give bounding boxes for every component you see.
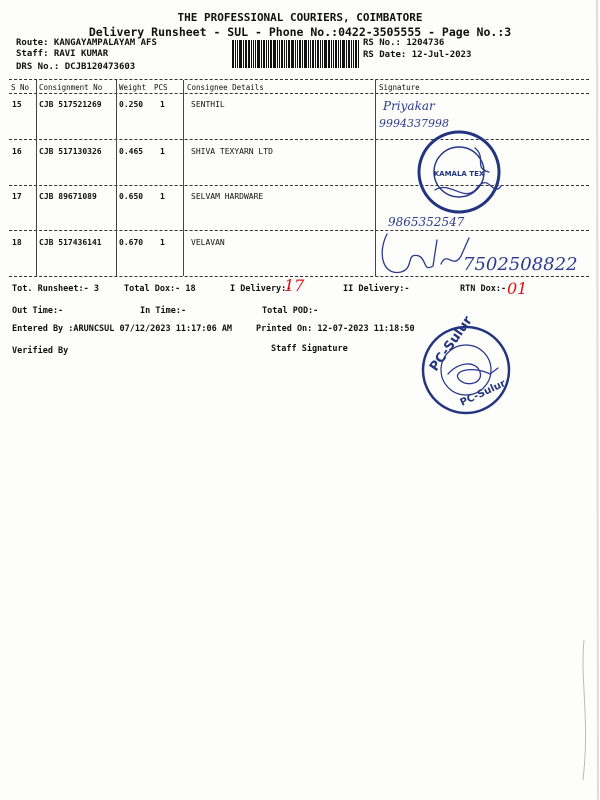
- rs-date: RS Date: 12-Jul-2023: [363, 50, 472, 60]
- total-runsheet: Tot. Runsheet:- 3: [12, 284, 99, 294]
- row-weight: 0.650: [119, 192, 144, 201]
- row-weight: 0.465: [119, 147, 144, 156]
- col-header-sno: S No: [11, 83, 30, 92]
- row-sno: 15: [12, 100, 22, 109]
- row-pcs: 1: [160, 100, 165, 109]
- rtn-dox-handwritten: 01: [507, 279, 528, 298]
- col-header-consignment: Consignment No: [39, 83, 103, 92]
- i-delivery-label: I Delivery:-: [230, 284, 292, 294]
- staff-signature-label: Staff Signature: [271, 344, 348, 354]
- i-delivery-handwritten: 17: [284, 276, 305, 295]
- runsheet-subtitle: Delivery Runsheet - SUL - Phone No.:0422-3505555 - Page No.:3: [88, 25, 512, 39]
- row-weight: 0.250: [119, 100, 144, 109]
- row-consignment: CJB 517521269: [39, 100, 102, 109]
- row-consignment: CJB 89671089: [39, 192, 97, 201]
- row-sno: 18: [12, 238, 22, 247]
- row-pcs: 1: [160, 192, 165, 201]
- row-consignee: SENTHIL: [191, 100, 225, 109]
- rtn-dox-label: RTN Dox:-: [460, 284, 507, 294]
- col-header-pcs: PCS: [154, 83, 168, 92]
- row-pcs: 1: [160, 147, 165, 156]
- stamp-text-bottom: PC-Sulur: [458, 378, 508, 409]
- printed-on: Printed On: 12-07-2023 11:18:50: [256, 324, 415, 334]
- stamp-text: KAMALA TEX: [433, 170, 485, 178]
- company-title: THE PROFESSIONAL COURIERS, COIMBATORE: [177, 11, 423, 24]
- in-time: In Time:-: [140, 306, 187, 316]
- row-consignment: CJB 517130326: [39, 147, 102, 156]
- handwritten-phone: 9865352547: [388, 215, 465, 229]
- handwritten-phone: 9994337998: [379, 117, 449, 130]
- verified-by: Verified By: [12, 346, 69, 356]
- out-time: Out Time:-: [12, 306, 64, 316]
- row-pcs: 1: [160, 238, 165, 247]
- entered-by: Entered By :ARUNCSUL 07/12/2023 11:17:06 AM: [12, 324, 233, 334]
- col-header-signature: Signature: [379, 83, 420, 92]
- rs-number: RS No.: 1204736: [363, 38, 445, 48]
- row-consignee: SELVAM HARDWARE: [191, 192, 264, 201]
- total-dox: Total Dox:- 18: [124, 284, 196, 294]
- col-header-consignee: Consignee Details: [187, 83, 264, 92]
- row-consignee: VELAVAN: [191, 238, 225, 247]
- ii-delivery-label: II Delivery:-: [343, 284, 410, 294]
- row-consignee: SHIVA TEXYARN LTD: [191, 147, 273, 156]
- row-consignment: CJB 517436141: [39, 238, 102, 247]
- row-sno: 17: [12, 192, 22, 201]
- handwritten-name: Priyakar: [383, 99, 435, 113]
- drs-number: DRS No.: DCJB120473603: [16, 62, 136, 72]
- row-sno: 16: [12, 147, 22, 156]
- route-label: Route: KANGAYAMPALAYAM AFS: [16, 38, 157, 48]
- col-header-weight: Weight: [119, 83, 147, 92]
- stamp-text-top: PC-Sulur: [426, 313, 476, 375]
- handwritten-phone: 7502508822: [463, 254, 578, 275]
- total-pod: Total POD:-: [262, 306, 319, 316]
- row-weight: 0.670: [119, 238, 144, 247]
- staff-label: Staff: RAVI KUMAR: [16, 49, 109, 59]
